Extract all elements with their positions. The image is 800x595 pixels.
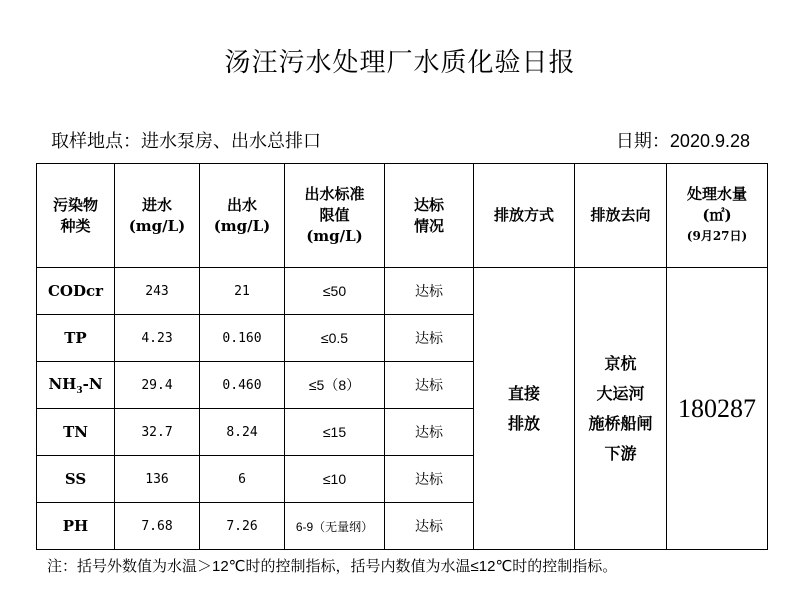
header-outflow: 出水 (mg/L) — [200, 164, 285, 268]
pollutant-cell: CODcr — [37, 268, 115, 315]
discharge-destination-cell: 京杭 大运河 施桥船闸 下游 — [575, 268, 667, 550]
header-status: 达标 情况 — [385, 164, 474, 268]
inflow-cell: 4.23 — [115, 315, 200, 362]
header-method: 排放方式 — [474, 164, 575, 268]
header-destination: 排放去向 — [575, 164, 667, 268]
outflow-cell: 8.24 — [200, 409, 285, 456]
status-cell: 达标 — [385, 503, 474, 550]
pollutant-cell: PH — [37, 503, 115, 550]
table-row — [37, 268, 768, 315]
inflow-cell: 32.7 — [115, 409, 200, 456]
status-cell: 达标 — [385, 362, 474, 409]
treated-volume-cell: 180287 — [667, 268, 768, 550]
outflow-cell: 21 — [200, 268, 285, 315]
inflow-cell: 7.68 — [115, 503, 200, 550]
outflow-cell: 7.26 — [200, 503, 285, 550]
header-inflow: 进水 (mg/L) — [115, 164, 200, 268]
header-volume: 处理水量 (㎡) (9月27日) — [667, 164, 768, 268]
status-cell: 达标 — [385, 409, 474, 456]
inflow-cell: 29.4 — [115, 362, 200, 409]
report-date: 日期：2020.9.28 — [615, 131, 750, 151]
header-pollutant: 污染物 种类 — [37, 164, 115, 268]
outflow-cell: 0.460 — [200, 362, 285, 409]
pollutant-cell: TP — [37, 315, 115, 362]
report-title: 汤汪污水处理厂水质化验日报 — [224, 47, 576, 77]
limit-cell: ≤5（8） — [285, 362, 385, 409]
pollutant-cell: TN — [37, 409, 115, 456]
sampling-location: 取样地点：进水泵房、出水总排口 — [51, 131, 321, 151]
outflow-cell: 0.160 — [200, 315, 285, 362]
inflow-cell: 136 — [115, 456, 200, 503]
water-quality-table — [36, 163, 768, 550]
header-row — [37, 164, 768, 268]
outflow-cell: 6 — [200, 456, 285, 503]
limit-cell: ≤15 — [285, 409, 385, 456]
pollutant-cell: $NH_3-N$ — [37, 362, 115, 409]
status-cell: 达标 — [385, 456, 474, 503]
limit-cell: ≤50 — [285, 268, 385, 315]
limit-cell: 6-9（无量纲） — [285, 503, 385, 550]
pollutant-cell: SS — [37, 456, 115, 503]
limit-cell: ≤0.5 — [285, 315, 385, 362]
discharge-method-cell: 直接 排放 — [474, 268, 575, 550]
limit-cell: ≤10 — [285, 456, 385, 503]
footnote: 注：括号外数值为水温＞12℃时的控制指标，括号内数值为水温≤12℃时的控制指标。 — [47, 558, 618, 575]
status-cell: 达标 — [385, 268, 474, 315]
status-cell: 达标 — [385, 315, 474, 362]
header-limit: 出水标准 限值 (mg/L) — [285, 164, 385, 268]
inflow-cell: 243 — [115, 268, 200, 315]
